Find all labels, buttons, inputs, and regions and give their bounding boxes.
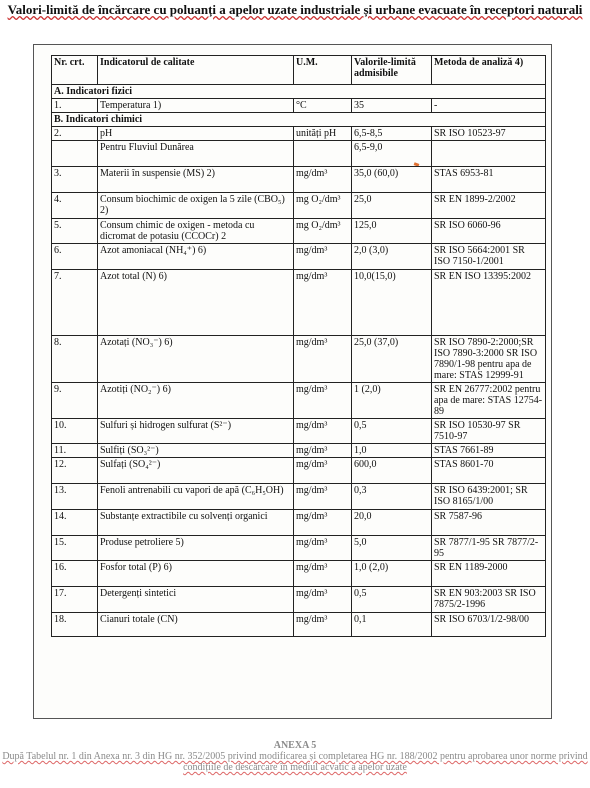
cell-limit: 35,0 (60,0) [352,167,432,193]
table-row [52,419,546,444]
cell-unit: mg/dm³ [294,587,352,613]
header-method: Metoda de analiză 4) [432,56,546,85]
table-row [52,536,546,561]
table-row [52,587,546,613]
cell-unit: mg/dm³ [294,419,352,444]
cell-unit: mg/dm³ [294,167,352,193]
cell-method: SR 7877/1-95 SR 7877/2-95 [432,536,546,561]
cell-indicator: Azot total (N) 6) [98,270,294,336]
table-row [52,270,546,336]
section-title: B. Indicatori chimici [52,113,546,127]
cell-method: SR ISO 6703/1/2-98/00 [432,613,546,637]
cell-limit: 35 [352,99,432,113]
cell-limit: 2,0 (3,0) [352,244,432,270]
cell-limit: 0,5 [352,419,432,444]
cell-unit: mg/dm³ [294,444,352,458]
cell-method: STAS 6953-81 [432,167,546,193]
cell-unit: mg/dm³ [294,536,352,561]
cell-indicator: Pentru Fluviul Dunărea [98,141,294,167]
table-row [52,458,546,484]
cell-indicator: Sulfuri și hidrogen sulfurat (S²⁻) [98,419,294,444]
cell-indicator: Sulfați (SO₄²⁻) [98,458,294,484]
table-row [52,219,546,244]
cell-indicator: Azotiți (NO₂⁻) 6) [98,383,294,419]
limits-table [51,55,546,637]
cell-nr: 15. [52,536,98,561]
cell-nr: 12. [52,458,98,484]
cell-unit: mg/dm³ [294,270,352,336]
cell-unit [294,141,352,167]
cell-unit: mg O₂/dm³ [294,219,352,244]
cell-nr: 7. [52,270,98,336]
cell-nr: 16. [52,561,98,587]
cell-nr: 4. [52,193,98,219]
header-limit: Valorile-limită admisibile [352,56,432,85]
cell-nr: 11. [52,444,98,458]
cell-limit: 0,5 [352,587,432,613]
cell-method: SR ISO 6439:2001; SR ISO 8165/1/00 [432,484,546,510]
cell-indicator: Consum chimic de oxigen - metoda cu dicromat de potasiu (CCOCr) 2 [98,219,294,244]
cell-indicator: Azot amoniacal (NH₄⁺) 6) [98,244,294,270]
cell-limit: 5,0 [352,536,432,561]
header-unit: U.M. [294,56,352,85]
cell-unit: mg/dm³ [294,244,352,270]
cell-limit: 25,0 (37,0) [352,336,432,383]
section-title: A. Indicatori fizici [52,85,546,99]
cell-limit: 20,0 [352,510,432,536]
cell-method: STAS 7661-89 [432,444,546,458]
cell-unit: °C [294,99,352,113]
table-row [52,99,546,113]
cell-unit: mg/dm³ [294,336,352,383]
cell-unit: mg/dm³ [294,458,352,484]
cell-nr: 10. [52,419,98,444]
cell-limit: 6,5-8,5 [352,127,432,141]
table-row [52,613,546,637]
cell-indicator: Produse petroliere 5) [98,536,294,561]
cell-unit: mg/dm³ [294,383,352,419]
cell-method: SR EN 1189-2000 [432,561,546,587]
cell-unit: mg/dm³ [294,484,352,510]
cell-method: SR EN 1899-2/2002 [432,193,546,219]
header-indicator: Indicatorul de calitate [98,56,294,85]
table-row [52,444,546,458]
section-row [52,85,546,99]
cell-indicator: pH [98,127,294,141]
source-note: După Tabelul nr. 1 din Anexa nr. 3 din HG nr. 352/2005 privind modificarea și completarea HG nr. 188/2002 pentru aprobarea unor norme privind condițiile de descărcare în mediul acvatic a apelor uzate [2,751,588,773]
cell-method: SR EN 26777:2002 pentru apa de mare: STAS 12754-89 [432,383,546,419]
cell-limit: 1,0 [352,444,432,458]
footer [0,740,590,773]
cell-nr: 17. [52,587,98,613]
cell-nr: 13. [52,484,98,510]
header-nr: Nr. crt. [52,56,98,85]
cell-nr: 8. [52,336,98,383]
cell-limit: 600,0 [352,458,432,484]
cell-nr: 2. [52,127,98,141]
cell-limit: 25,0 [352,193,432,219]
table-row [52,561,546,587]
cell-unit: mg/dm³ [294,561,352,587]
table-row [52,336,546,383]
cell-method [432,141,546,167]
cell-unit: mg/dm³ [294,510,352,536]
table-row [52,383,546,419]
cell-nr: 5. [52,219,98,244]
cell-indicator: Detergenți sintetici [98,587,294,613]
table-row [52,193,546,219]
cell-limit: 1 (2,0) [352,383,432,419]
cell-method: SR ISO 10530-97 SR 7510-97 [432,419,546,444]
cell-limit: 1,0 (2,0) [352,561,432,587]
annex-label: ANEXA 5 [273,740,317,751]
cell-limit: 125,0 [352,219,432,244]
cell-indicator: Consum biochimic de oxigen la 5 zile (CBO₅) 2) [98,193,294,219]
cell-indicator: Cianuri totale (CN) [98,613,294,637]
table-row [52,141,546,167]
document-title: Valori-limită de încărcare cu poluanți a apelor uzate industriale și urbane evacuate în receptori naturali [7,2,583,17]
cell-method: SR ISO 6060-96 [432,219,546,244]
cell-method: SR EN 903:2003 SR ISO 7875/2-1996 [432,587,546,613]
cell-method: STAS 8601-70 [432,458,546,484]
scanned-table-page [33,44,552,719]
cell-limit: 0,1 [352,613,432,637]
cell-indicator: Sulfiți (SO₃²⁻) [98,444,294,458]
cell-unit: unități pH [294,127,352,141]
cell-method: SR EN ISO 13395:2002 [432,270,546,336]
cell-method: SR ISO 7890-2:2000;SR ISO 7890-3:2000 SR ISO 7890/1-98 pentru apa de mare: STAS 12999-91 [432,336,546,383]
cell-method: SR 7587-96 [432,510,546,536]
cell-indicator: Azotați (NO₃⁻) 6) [98,336,294,383]
table-row [52,244,546,270]
cell-nr: 1. [52,99,98,113]
cell-nr: 9. [52,383,98,419]
cell-indicator: Materii în suspensie (MS) 2) [98,167,294,193]
cell-limit: 10,0(15,0) [352,270,432,336]
cell-nr: 6. [52,244,98,270]
cell-indicator: Temperatura 1) [98,99,294,113]
cell-method: SR ISO 5664:2001 SR ISO 7150-1/2001 [432,244,546,270]
cell-limit: 0,3 [352,484,432,510]
table-row [52,167,546,193]
table-row [52,510,546,536]
table-row [52,127,546,141]
cell-method: SR ISO 10523-97 [432,127,546,141]
table-row [52,484,546,510]
cell-limit: 6,5-9,0 [352,141,432,167]
cell-method: - [432,99,546,113]
cell-indicator: Fosfor total (P) 6) [98,561,294,587]
cell-nr: 18. [52,613,98,637]
cell-indicator: Fenoli antrenabili cu vapori de apă (C₆H₅OH) [98,484,294,510]
cell-unit: mg/dm³ [294,613,352,637]
cell-nr [52,141,98,167]
cell-nr: 14. [52,510,98,536]
table-header-row [52,56,546,85]
cell-unit: mg O₂/dm³ [294,193,352,219]
cell-nr: 3. [52,167,98,193]
section-row [52,113,546,127]
cell-indicator: Substanțe extractibile cu solvenți organici [98,510,294,536]
